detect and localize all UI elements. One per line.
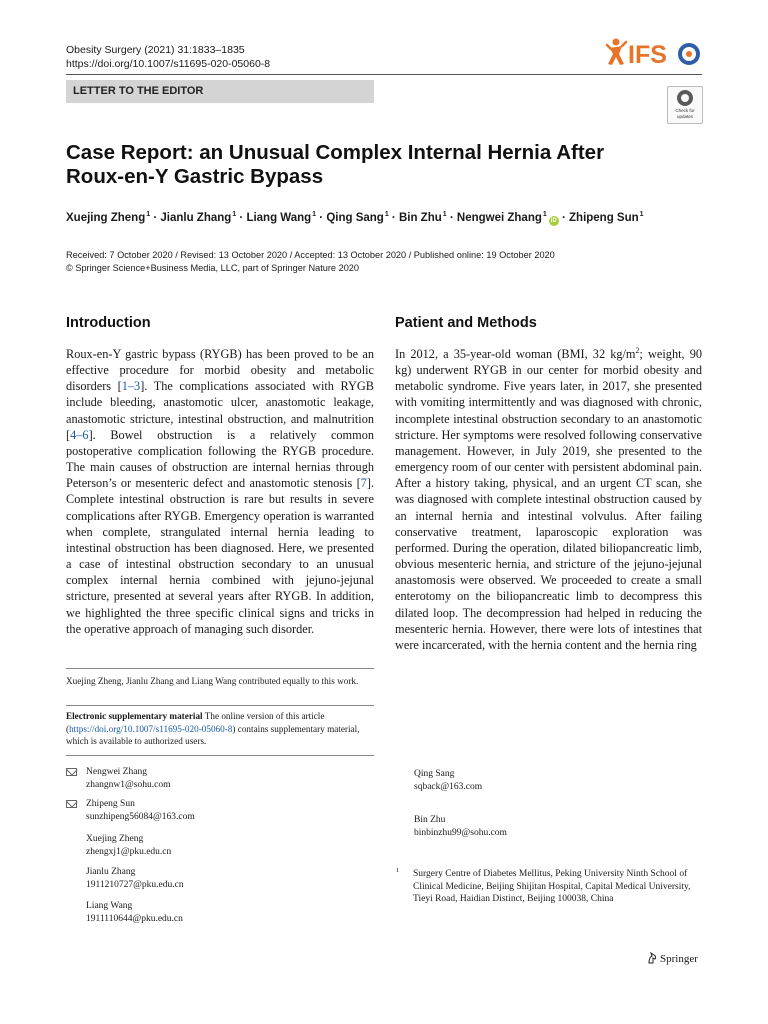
ifso-wordmark: IFS [628, 41, 667, 69]
author[interactable]: Zhipeng Sun [569, 212, 639, 224]
affiliation-number: 1 [396, 867, 400, 874]
contact-entry [414, 768, 482, 793]
envelope-icon [66, 768, 77, 776]
author[interactable]: Qing Sang [326, 212, 384, 224]
journal-citation: Obesity Surgery (2021) 31:1833–1835 [66, 44, 245, 56]
author[interactable]: Jianlu Zhang [160, 212, 232, 224]
footnote-divider [66, 755, 374, 756]
contact-entry [86, 766, 170, 791]
supplementary-material-note [66, 710, 374, 748]
contact-email[interactable]: zhengxj1@pku.edu.cn [86, 846, 172, 857]
author[interactable]: Liang Wang [246, 212, 312, 224]
text-run: ; weight, 90 kg) underwent RYGB in our center for morbid obesity and metabolic syndrome. Five years later, in 2017, she presented with vomiting intermittently and was diagnosed with chronic, incomplete intestinal obstruction secondary to an anastomotic stricture. Her symptoms were resolved following conservative management. However, in July 2019, she presented to the emergency room of our center with persistent abdominal pain. After a history taking, physical, and an urgent CT scan, she was diagnosed with complete intestinal obstruction caused by an internal hernia and intestinal volvulus. After failing conservative treatment, laparoscopic exploration was performed. During the operation, dilated biliopancreatic limb, obvious mesenteric hernia, and stricture of the jejuno-jejunal anastomosis were observed. We proceeded to create a small enterotomy on the biliopancreatic limb to decompress this dilated loop. The decompression had helped in reducing the mesenteric hernia. However, there were lots of intestines that were incarcerated, with the hernia content and the hernia ring [395, 347, 702, 652]
contact-email[interactable]: sunzhipeng56084@163.com [86, 811, 195, 822]
citation-link[interactable]: 7 [360, 476, 367, 491]
author-affiliation-mark: 1 [146, 211, 151, 218]
author-affiliation-mark: 1 [232, 211, 237, 218]
article-title: Case Report: an Unusual Complex Internal Hernia After Roux-en-Y Gastric Bypass [66, 141, 605, 188]
citation-link[interactable]: 1–3 [121, 379, 141, 394]
contact-name: Liang Wang [86, 901, 133, 911]
text-run: The online version of this article ( [66, 711, 325, 734]
contact-name: Bin Zhu [414, 815, 446, 825]
article-type-label: LETTER TO THE EDITOR [66, 80, 374, 103]
contact-email[interactable]: sqback@163.com [414, 781, 483, 792]
author-affiliation-mark: 1 [639, 211, 644, 218]
springer-horse-icon [647, 952, 657, 964]
text-run: ]. The complications associated with RYGB include bleeding, anastomotic ulcer, anastomotic leakage, anastomotic stricture, intestinal obstruction, and malnutrition [ [66, 379, 374, 442]
springer-footer [647, 951, 698, 967]
check-for-updates-label: Check for updates [675, 108, 695, 119]
text-run: ) contains supplementary material, which is available to authorized users. [66, 723, 360, 746]
contribution-footnote: Xuejing Zheng, Jianlu Zhang and Liang Wang contributed equally to this work. [66, 676, 359, 686]
section-heading-methods: Patient and Methods [395, 315, 537, 331]
doi-link[interactable]: https://doi.org/10.1007/s11695-020-05060-8 [66, 58, 271, 70]
author[interactable]: Nengwei Zhang [456, 212, 542, 224]
check-for-updates-badge[interactable] [667, 86, 703, 124]
ifso-figure-icon [607, 39, 626, 66]
superscript: 2 [635, 346, 640, 355]
author-affiliation-mark: 1 [312, 211, 317, 218]
affiliation-text: Surgery Centre of Diabetes Mellitus, Peking University Ninth School of Clinical Medicine, Beijing Shijitan Hospital, Capital Medical University, Tieyi Road, Haidian Distinct, Beijing 100038, China [413, 869, 691, 904]
contact-email[interactable]: 1911110644@pku.edu.cn [86, 913, 183, 924]
introduction-paragraph [66, 346, 374, 637]
contact-name: Jianlu Zhang [86, 867, 136, 877]
article-dates: Received: 7 October 2020 / Revised: 13 October 2020 / Accepted: 13 October 2020 / Published online: 19 October 2020 [66, 250, 555, 260]
envelope-icon [66, 800, 77, 808]
footnote-divider [66, 705, 374, 706]
author[interactable]: Xuejing Zheng [66, 212, 146, 224]
contact-name: Xuejing Zheng [86, 834, 144, 844]
contact-entry [86, 866, 184, 891]
author-affiliation-mark: 1 [542, 211, 547, 218]
footnote-divider [66, 668, 374, 669]
contact-entry [86, 833, 171, 858]
contact-email[interactable]: binbinzhu99@sohu.com [414, 827, 507, 838]
header-rule [66, 74, 702, 75]
contact-entry [86, 798, 195, 823]
orcid-icon[interactable]: iD [550, 218, 557, 224]
author[interactable]: Bin Zhu [398, 212, 442, 224]
esm-label: Electronic supplementary material [66, 711, 203, 721]
publisher-name: Springer [660, 953, 698, 965]
methods-paragraph [395, 346, 702, 653]
author-list: Xuejing Zheng$^1$ · Jianlu Zhang$^1$ · Liang Wang$^1$ · Qing Sang$^1$ · Bin Zhu$^1$ · Nengwei Zhang$^1$iD · Zhipeng Sun$^1$ [66, 211, 644, 224]
contact-email[interactable]: 1911210727@pku.edu.cn [86, 879, 184, 890]
author-affiliation-mark: 1 [384, 211, 389, 218]
text-run: In 2012, a 35-year-old woman (BMI, 32 kg/m [395, 347, 636, 361]
author-affiliation-mark: 1 [442, 211, 447, 218]
crossmark-icon [677, 90, 693, 106]
journal-header [66, 43, 270, 71]
section-heading-introduction: Introduction [66, 315, 151, 331]
copyright-line: © Springer Science+Business Media, LLC, part of Springer Nature 2020 [66, 263, 360, 273]
text-run: Roux-en-Y gastric bypass (RYGB) has been proved to be an effective procedure for morbid obesity and metabolic disorders [ [66, 347, 374, 394]
contact-name: Qing Sang [414, 769, 455, 779]
contact-entry [414, 814, 507, 839]
text-run: ]. Bowel obstruction is a relatively common postoperative complication following the RYGB procedure. The main causes of obstruction are internal hernias through Peterson’s or mesenteric defect and anastomotic stenosis [ [66, 427, 374, 491]
citation-link[interactable]: 4–6 [70, 427, 89, 442]
contact-entry [86, 900, 183, 925]
contact-name: Nengwei Zhang [86, 767, 147, 777]
esm-doi-link[interactable]: https://doi.org/10.1007/s11695-020-05060-8 [69, 723, 233, 734]
ifso-logo [606, 36, 706, 70]
contact-name: Zhipeng Sun [86, 799, 135, 809]
contact-email[interactable]: zhangnw1@sohu.com [86, 779, 171, 790]
text-run: ]. Complete intestinal obstruction is rare but results in severe complications after RYGB. Emergency operation is warranted when complete, strangulated internal hernia leading to intestinal obstruction has been diagnosed. Here, we presented a case of intestinal obstruction secondary to an unusual complex internal hernia combined with jejuno-jejunal stricture, presented at several years after RYGB. In addition, we highlighted the three specific clinical signs and tricks in the operative approach of managing such disorder. [66, 476, 374, 636]
